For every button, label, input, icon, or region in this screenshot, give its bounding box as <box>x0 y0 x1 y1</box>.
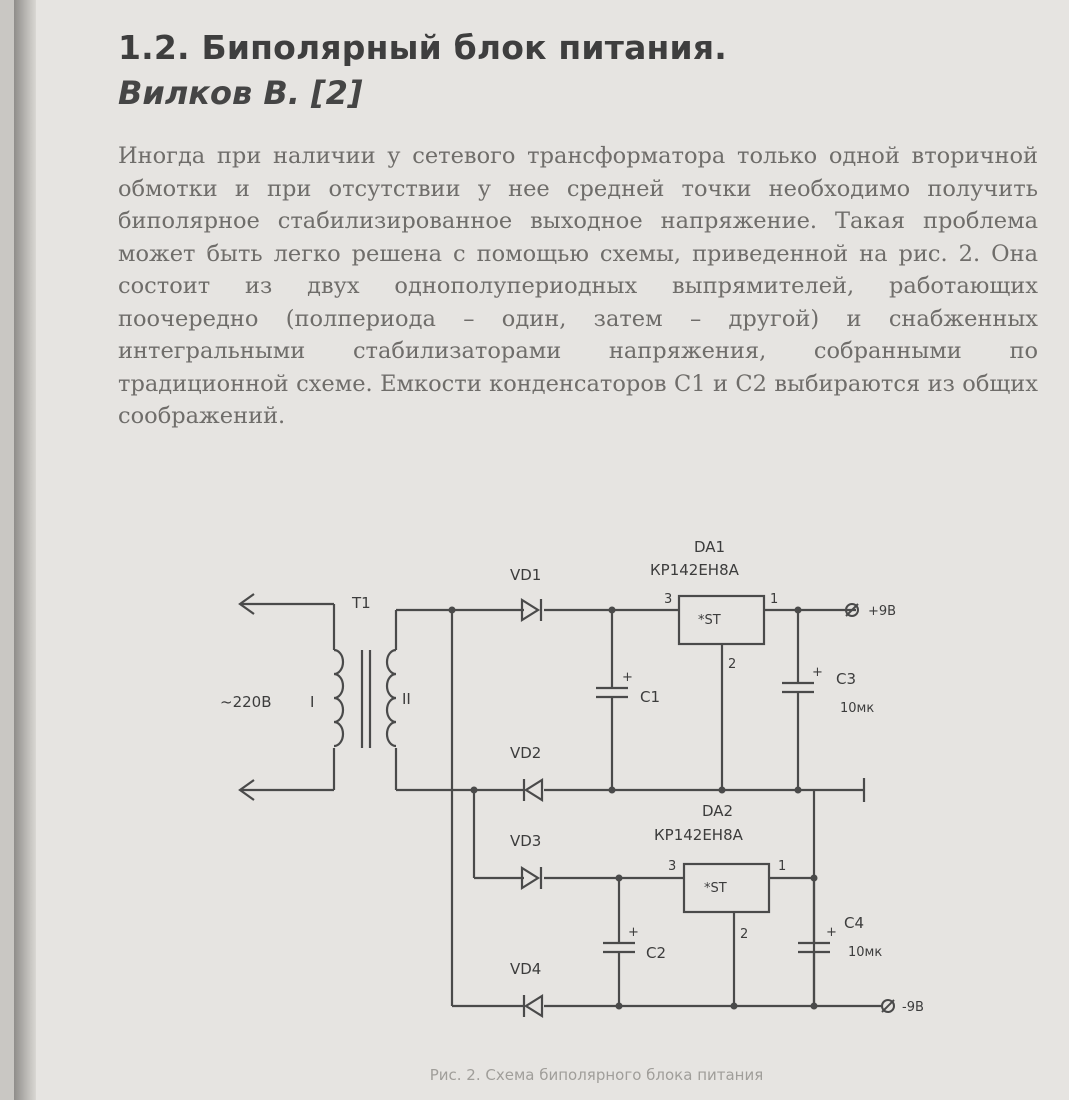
junction-dot <box>811 1003 818 1010</box>
input-voltage-label: ~220В <box>220 693 272 711</box>
capacitor-c2-polarity: + <box>628 925 639 940</box>
capacitor-c1-label: С1 <box>640 688 661 706</box>
transformer-ref: T1 <box>352 594 371 612</box>
capacitor-c3 <box>782 610 814 790</box>
positive-rail <box>396 604 858 616</box>
diode-vd1 <box>522 599 541 621</box>
input-arrow-bottom <box>240 748 334 800</box>
diode-vd1-label: VD1 <box>510 566 542 584</box>
regulator-da1-pin-gnd: 2 <box>728 657 737 672</box>
capacitor-c3-value: 10мк <box>840 701 875 716</box>
book-page <box>14 0 1069 1100</box>
regulator-da2-ref: DA2 <box>702 802 734 820</box>
negative-rail <box>452 1000 894 1012</box>
capacitor-c3-polarity: + <box>812 665 823 680</box>
regulator-da2-pin-out: 1 <box>778 859 787 874</box>
capacitor-c4-label: С4 <box>844 914 865 932</box>
body-paragraph: Иногда при наличии у сетевого трансформатора только одной вторичной обмотки и при отсутствии у нее средней точки необходимо получить биполярное стабилизированное выходное напряжение. Такая проблема может быть легко решена с помощью схемы, приведенной на рис. 2. Она состоит из двух однополупериодных выпрямителей, работающих поочередно (полпериода – один, затем – другой) и снабженных интегральными стабилизаторами напряжения, собранными по традиционной схеме. Емкости конденсаторов С1 и С2 выбираются из общих соображений. <box>118 143 1038 429</box>
diode-vd4 <box>524 995 542 1017</box>
transformer-t1 <box>334 610 396 790</box>
regulator-da1-pin-in: 3 <box>664 592 673 607</box>
capacitor-c4-polarity: + <box>826 925 837 940</box>
output-positive-label: +9В <box>868 604 897 619</box>
secondary-winding-label: II <box>402 690 411 708</box>
diode-vd3-label: VD3 <box>510 832 542 850</box>
input-arrow-top <box>240 594 334 650</box>
capacitor-c3-label: С3 <box>836 670 857 688</box>
capacitor-c1-polarity: + <box>622 670 633 685</box>
regulator-da1-part: КР142ЕН8А <box>650 561 739 579</box>
junction-dot <box>616 1003 623 1010</box>
figure-caption: Рис. 2. Схема биполярного блока питания <box>429 1066 764 1084</box>
section-title: 1.2. Биполярный блок питания. <box>118 28 728 67</box>
power-supply-schematic <box>14 0 1069 1100</box>
junction-dot <box>609 787 616 794</box>
junction-dot <box>719 787 726 794</box>
capacitor-c2 <box>603 878 635 1006</box>
regulator-da2-pin-gnd: 2 <box>740 927 749 942</box>
regulator-da1-mark: *ST <box>698 613 721 628</box>
junction-dot <box>795 787 802 794</box>
regulator-da2-part: КР142ЕН8А <box>654 826 743 844</box>
diode-vd2 <box>524 779 542 801</box>
output-negative-label: -9В <box>902 1000 924 1015</box>
regulator-da2-pin-in: 3 <box>668 859 677 874</box>
regulator-da1 <box>679 596 764 790</box>
capacitor-c4-value: 10мк <box>848 945 883 960</box>
capacitor-c4 <box>798 878 830 1006</box>
diode-vd4-label: VD4 <box>510 960 542 978</box>
diode-vd3 <box>522 867 541 889</box>
diode-vd2-label: VD2 <box>510 744 542 762</box>
capacitor-c2-label: С2 <box>646 944 667 962</box>
junction-dot <box>731 1003 738 1010</box>
capacitor-c1 <box>596 610 628 790</box>
regulator-da1-ref: DA1 <box>694 538 726 556</box>
regulator-da1-pin-out: 1 <box>770 592 779 607</box>
section-author: Вилков В. [2] <box>118 74 363 112</box>
regulator-da2-mark: *ST <box>704 881 727 896</box>
ground-rail <box>396 778 864 802</box>
primary-winding-label: I <box>310 693 315 711</box>
